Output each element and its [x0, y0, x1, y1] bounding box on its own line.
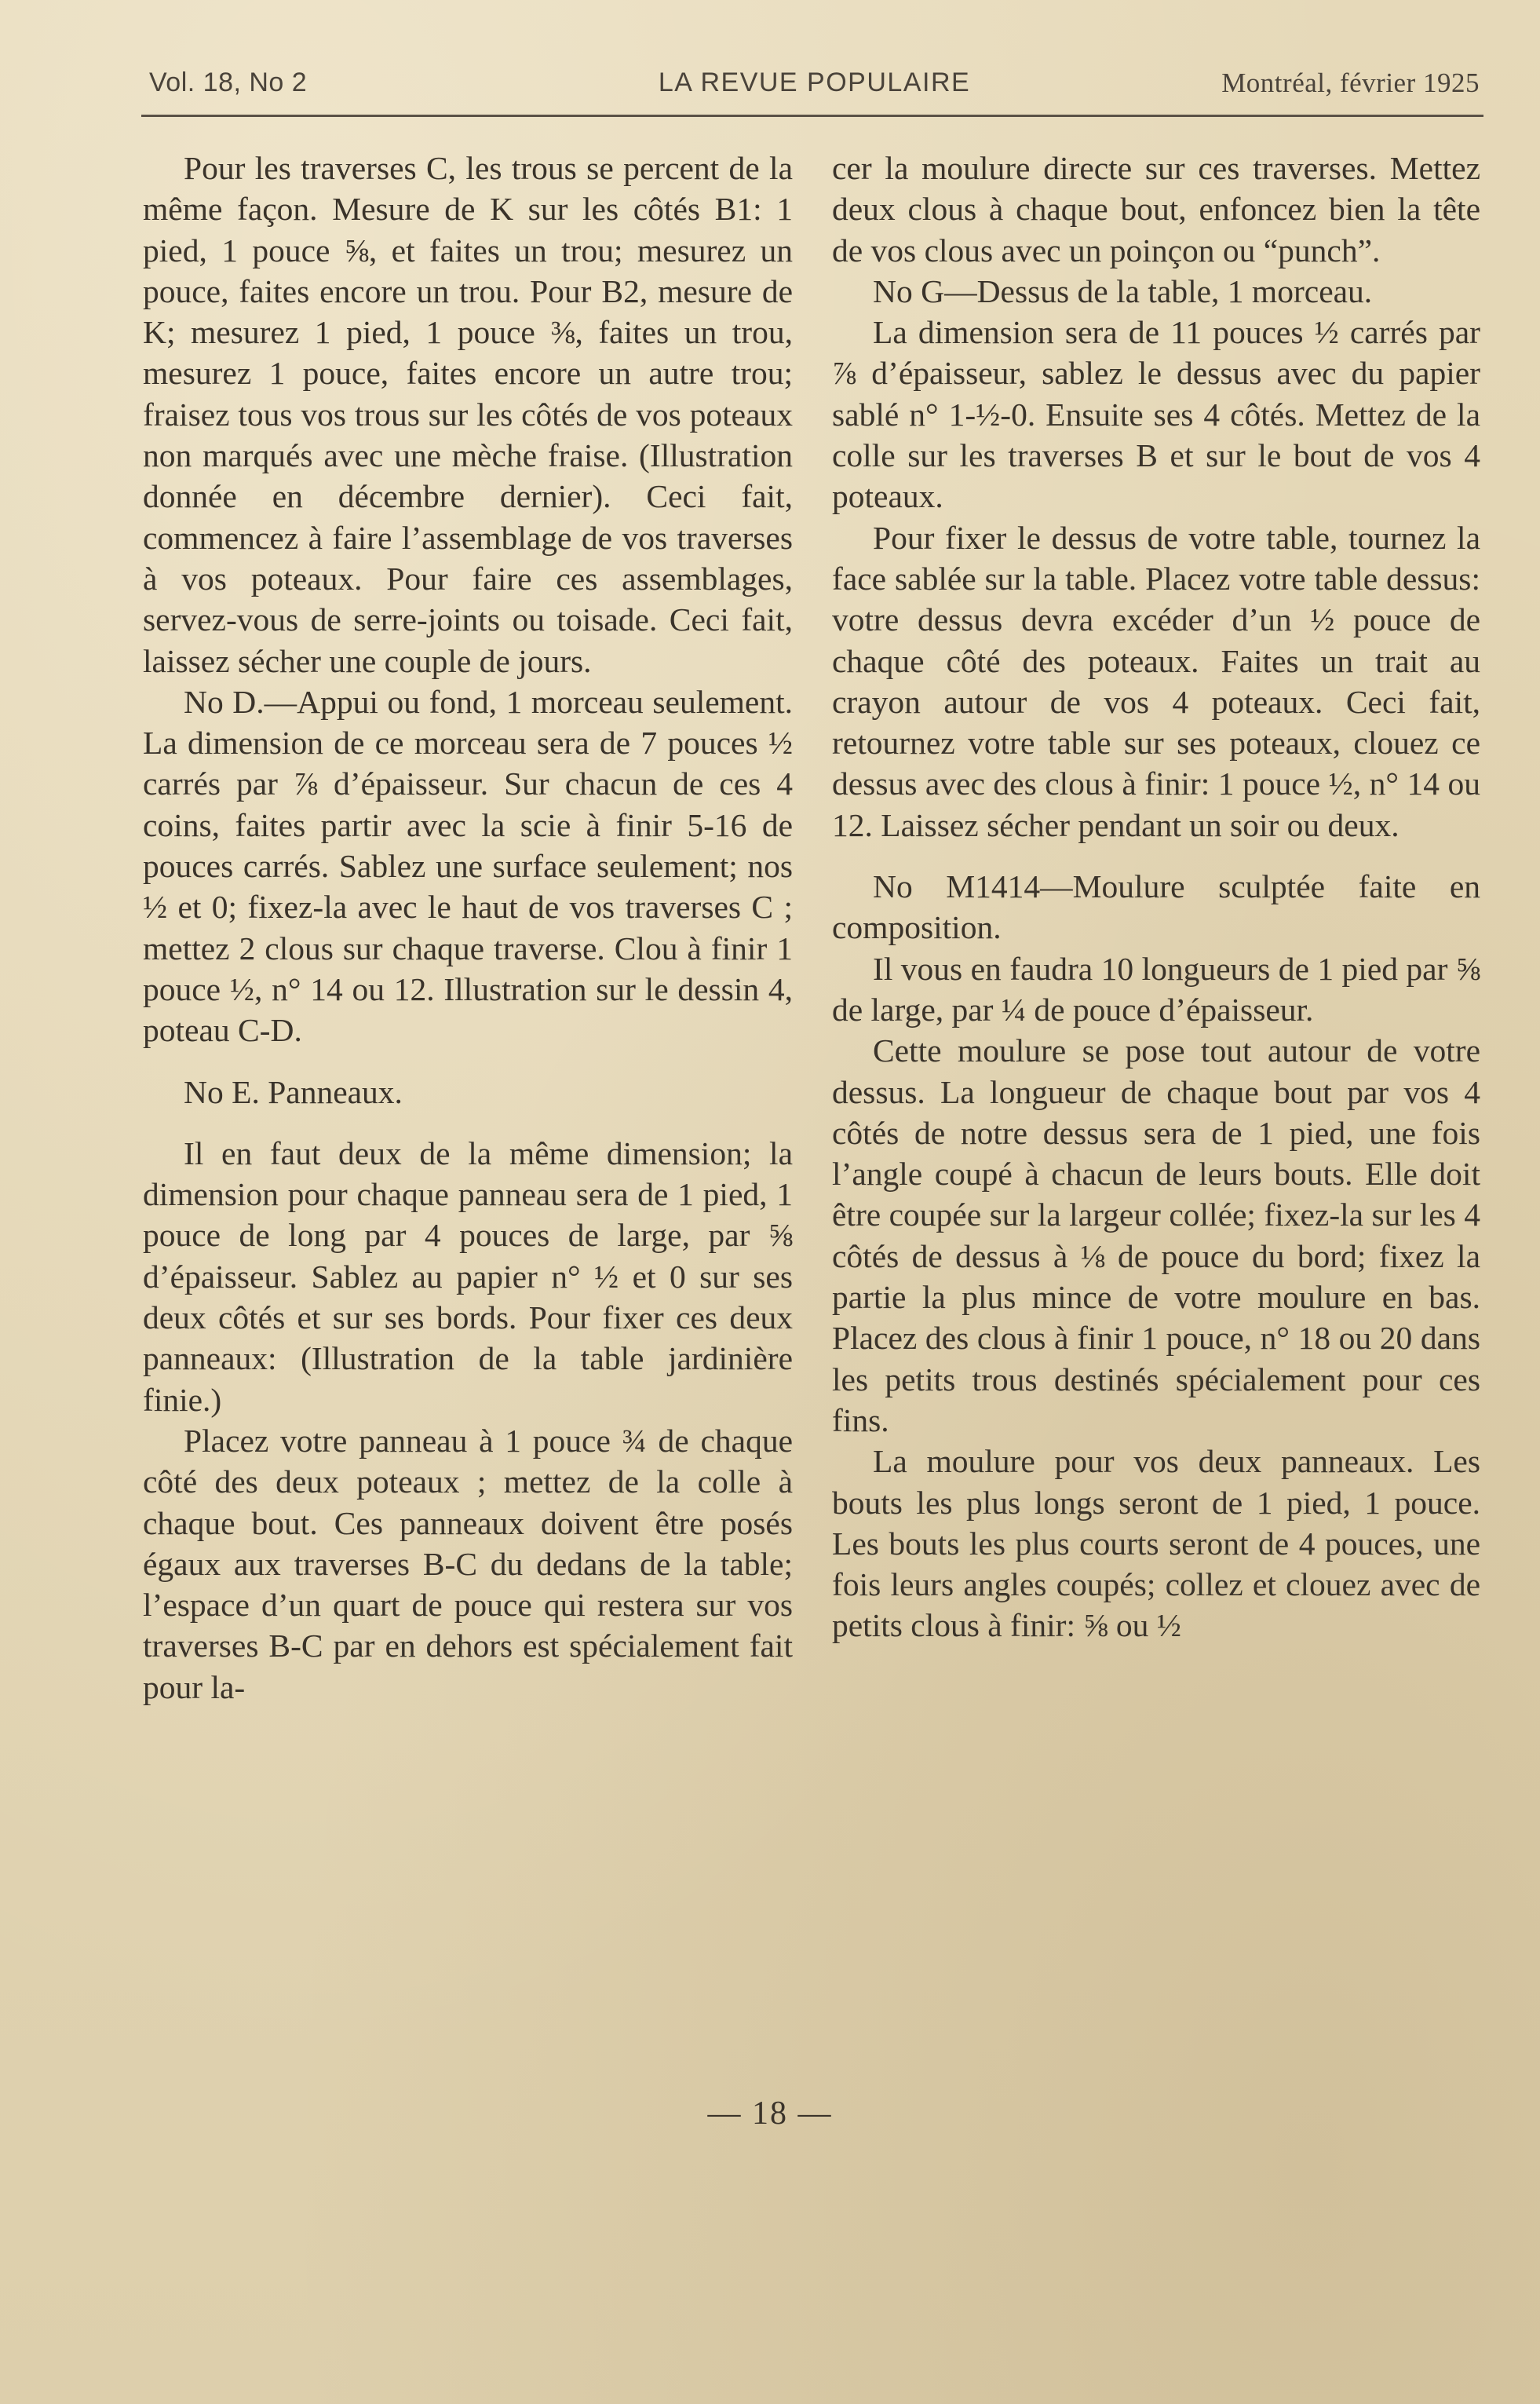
paragraph-continued: cer la moulure directe sur ces traverses. Mettez deux clous à chaque bout, enfoncez bien la tête de vos clous avec un poinçon ou “punch”.	[832, 150, 1480, 269]
paragraph-no-d: No D.—Appui ou fond, 1 morceau seulement. La dimension de ce morceau sera de 7 pouces ½ carrés par ⅞ d’épaisseur. Sur chacun de ces 4 coins, faites partir avec la scie à finir 5-16 de pouces carrés. Sablez une surface seulement; nos ½ et 0; fixez-la avec le haut de vos traverses C ; mettez 2 clous sur chaque traverse. Clou à finir 1 pouce ½, n° 14 ou 12. Illustration sur le dessin 4, poteau C-D.	[143, 683, 793, 1049]
paragraph-longueurs: Il vous en faudra 10 longueurs de 1 pied par ⅝ de large, par ¼ de pouce d’épaisseur.	[832, 950, 1480, 1028]
place-date: Montréal, février 1925	[1221, 68, 1480, 98]
heading-no-g: No G—Dessus de la table, 1 morceau.	[873, 272, 1373, 309]
heading-no-e: No E. Panneaux.	[184, 1073, 403, 1110]
running-header	[149, 68, 1480, 107]
paragraph-dimension-dessus: La dimension sera de 11 pouces ½ carrés par ⅞ d’épaisseur, sablez le dessus avec du papier sablé n° 1-½-0. Ensuite ses 4 côtés. Mettez de la colle sur les traverses B et sur le bout de vos 4 poteaux.	[832, 314, 1480, 515]
volume-number: Vol. 18, No 2	[149, 68, 308, 97]
left-column	[143, 148, 793, 1708]
paragraph-panneaux-dimension: Il en faut deux de la même dimension; la dimension pour chaque panneau sera de 1 pied, 1 pouce de long par 4 pouces de large, par ⅝ d’épaisseur. Sablez au papier n° ½ et 0 sur ses deux côtés et sur ses bords. Pour fixer ces deux panneaux: (Illustration de la table jardinière finie.)	[143, 1134, 793, 1418]
page-number: — 18 —	[707, 2095, 833, 2132]
right-column	[832, 148, 1480, 1646]
header-rule	[141, 115, 1483, 117]
heading-moulure-m1414: No M1414—Moulure sculptée faite en composition.	[832, 868, 1480, 946]
paragraph-pose-moulure: Cette moulure se pose tout autour de votre dessus. La longueur de chaque bout par vos 4 côtés de notre dessus sera de 1 pied, une fois l’angle coupé à chacun de leurs bouts. Elle doit être coupée sur la largeur collée; fixez-la sur les 4 côtés de dessus à ⅛ de pouce du bord; fixez la partie la plus mince de votre moulure en bas. Placez des clous à finir 1 pouce, n° 18 ou 20 dans les petits trous destinés spécialement pour ces fins.	[832, 1032, 1480, 1438]
magazine-title: LA REVUE POPULAIRE	[658, 68, 971, 97]
paragraph-traverses-c: Pour les traverses C, les trous se percent de la même façon. Mesure de K sur les côtés B1: 1 pied, 1 pouce ⅝, et faites un trou; mesurez un pouce, faites encore un trou. Pour B2, mesure de K; mesurez 1 pied, 1 pouce ⅜, faites un trou, mesurez 1 pouce, faites encore un autre trou; fraisez tous vos trous sur les côtés de vos poteaux non marqués avec une mèche fraise. (Illustration donnée en décembre dernier). Ceci fait, commencez à faire l’assemblage de vos traverses à vos poteaux. Pour faire ces assemblages, servez-vous de serre-joints ou toisade. Ceci fait, laissez sécher une couple de jours.	[143, 150, 793, 679]
paragraph-placez-panneau: Placez votre panneau à 1 pouce ¾ de chaque côté des deux poteaux ; mettez de la colle à chaque bout. Ces panneaux doivent être posés égaux aux traverses B-C du dedans de la table; l’espace d’un quart de pouce qui restera sur vos traverses B-C par en dehors est spécialement fait pour la-	[143, 1422, 793, 1705]
paragraph-fixer-dessus: Pour fixer le dessus de votre table, tournez la face sablée sur la table. Placez votre table dessus: votre dessus devra excéder d’un ½ pouce de chaque côté des poteaux. Faites un trait au crayon autour de vos 4 poteaux. Ceci fait, retournez votre table sur ses poteaux, clouez ce dessus avec des clous à finir: 1 pouce ½, n° 14 ou 12. Laissez sécher pendant un soir ou deux.	[832, 519, 1480, 843]
paragraph-moulure-panneaux: La moulure pour vos deux panneaux. Les bouts les plus longs seront de 1 pied, 1 pouce. Les bouts les plus courts seront de 4 pouces, une fois leurs angles coupés; collez et clouez avec de petits clous à finir: ⅝ ou ½	[832, 1443, 1480, 1644]
